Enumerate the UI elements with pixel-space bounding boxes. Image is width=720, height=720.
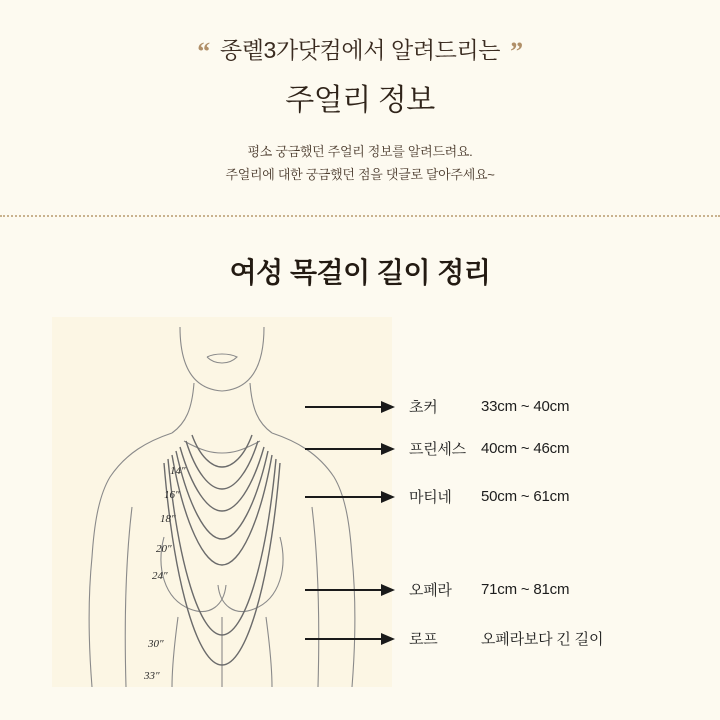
legend-name-rope: 로프	[409, 631, 438, 649]
chain-label-18: 18″	[160, 512, 176, 525]
legend-range-opera: 71cm ~ 81cm	[481, 581, 570, 599]
arrow-right-icon	[305, 584, 395, 596]
legend-name-opera: 오페라	[409, 582, 452, 600]
legend-list	[305, 317, 705, 687]
legend-row-choker	[305, 397, 569, 417]
arrow-right-icon	[305, 633, 395, 645]
legend-range-matinee: 50cm ~ 61cm	[481, 488, 570, 506]
legend-row-princess	[305, 439, 569, 459]
chain-label-20: 20″	[156, 542, 172, 555]
header-subtitle	[0, 141, 720, 187]
chain-label-16: 16″	[164, 488, 180, 501]
arrow-right-icon	[305, 443, 395, 455]
chain-label-30: 30″	[148, 637, 164, 650]
header-subtitle-line1: 평소 궁금했던 주얼리 정보를 알려드려요.	[247, 144, 473, 160]
header-title-line1-text: 종롙3가닷컴에서 알려드리는	[219, 37, 501, 63]
content-area	[0, 317, 720, 717]
legend-name-princess: 프린세스	[409, 441, 466, 459]
chain-label-33: 33″	[144, 669, 160, 682]
legend-name-choker: 초커	[409, 399, 438, 417]
arrow-right-icon	[305, 491, 395, 503]
legend-range-rope: 오페라보다 긴 길이	[481, 631, 604, 649]
header-title-line1	[0, 36, 720, 67]
chain-label-14: 14″	[170, 464, 186, 477]
legend-range-choker: 33cm ~ 40cm	[481, 398, 570, 416]
header-title-line2: 주얼리 정보	[285, 84, 435, 118]
header	[0, 0, 720, 187]
quote-close-icon: ”	[510, 37, 523, 66]
legend-range-princess: 40cm ~ 46cm	[481, 440, 570, 458]
quote-open-icon: “	[197, 37, 210, 66]
arrow-right-icon	[305, 401, 395, 413]
legend-name-matinee: 마티네	[409, 489, 452, 507]
chain-label-24: 24″	[152, 569, 168, 582]
legend-row-rope	[305, 629, 603, 649]
legend-row-opera	[305, 580, 569, 600]
header-subtitle-line2: 주얼리에 대한 궁금했던 점을 댓글로 달아주세요~	[225, 166, 495, 182]
legend-row-matinee	[305, 487, 569, 507]
section-divider	[0, 215, 720, 217]
page-title: 여성 목걸이 길이 정리	[229, 256, 491, 288]
